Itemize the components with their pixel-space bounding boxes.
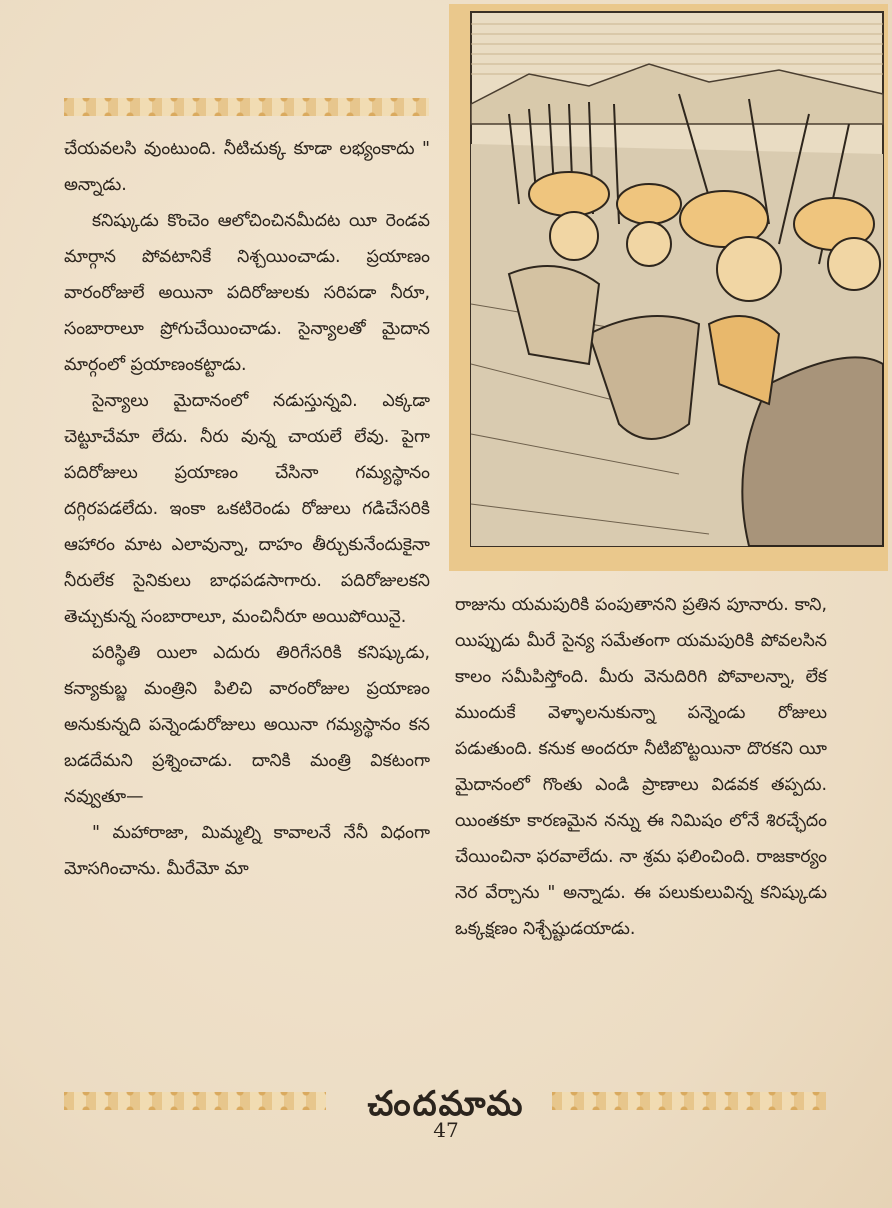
paragraph-2: కనిష్కుడు కొంచెం ఆలోచించినమీదట యీ రెండవ మార్గాన పోవటానికే నిశ్చయించాడు. ప్రయాణం వారంరోజులే అయినా పదిరోజులకు సరిపడా నీరూ, సంబారాలూ ప్రోగుచేయించాడు. సైన్యాలతో మైదాన మార్గంలో ప్రయాణంకట్టాడు. (64, 211, 430, 375)
paragraph-6: రాజును యమపురికి పంపుతానని ప్రతిన పూనారు. కాని, యిప్పుడు మీరే సైన్య సమేతంగా యమపురికి పోవలసిన కాలం సమీపిస్తోంది. మీరు వెనుదిరిగి పోవాలన్నా, లేక ముందుకే వెళ్ళాలనుకున్నా పన్నెండు రోజులు పడుతుంది. కనుక అందరూ నీటిబొట్టయినా దొరకని యీ మైదానంలో గొంతు ఎండి ప్రాణాలు విడవక తప్పదు. యింతకూ కారణమైన నన్ను ఈ నిమిషం లోనే శిరచ్ఛేదం చేయించినా ఫరవాలేదు. నా శ్రమ ఫలించింది. రాజకార్యం నెర వేర్చాను " అన్నాడు. ఈ పలుకులువిన్న కనిష్కుడు ఒక్కక్షణం నిశ్చేష్టుడయాడు. (455, 595, 827, 939)
paragraph-1: చేయవలసి వుంటుంది. నీటిచుక్క కూడా లభ్యంకాదు " అన్నాడు. (64, 139, 430, 195)
right-text-column (455, 587, 827, 947)
paragraph-4: పరిస్థితి యిలా ఎదురు తిరిగేసరికి కనిష్కుడు, కన్యాకుబ్జ మంత్రిని పిలిచి వారంరోజుల ప్రయాణం అనుకున్నది పన్నెండురోజులు అయినా గమ్యస్థానం కన బడదేమని ప్రశ్నించాడు. దానికి మంత్రి వికటంగా నవ్వుతూ— (64, 643, 430, 807)
left-text-column (64, 131, 430, 887)
paragraph-3: సైన్యాలు మైదానంలో నడుస్తున్నవి. ఎక్కడా చెట్టూచేమా లేదు. నీరు వున్న చాయలే లేవు. పైగా పదిరోజులు ప్రయాణం చేసినా గమ్యస్థానం దగ్గిరపడలేదు. ఇంకా ఒకటిరెండు రోజులు గడిచేసరికి ఆహారం మాట ఎలావున్నా, దాహం తీర్చుకునేందుకైనా నీరులేక సైనికులు బాధపడసాగారు. పదిరోజులకని తెచ్చుకున్న సంబారాలూ, మంచినీరూ అయిపోయినై. (64, 391, 430, 627)
paragraph-5: " మహారాజా, మిమ్మల్ని కావాలనే నేనీ విధంగా మోసగించాను. మీరేమో మా (64, 823, 430, 879)
page-number: 47 (433, 1118, 459, 1142)
magazine-title: చందమామ (367, 1084, 525, 1124)
cavalry-drawing (449, 4, 888, 571)
top-ornament-border (64, 98, 429, 116)
army-illustration (449, 4, 888, 571)
